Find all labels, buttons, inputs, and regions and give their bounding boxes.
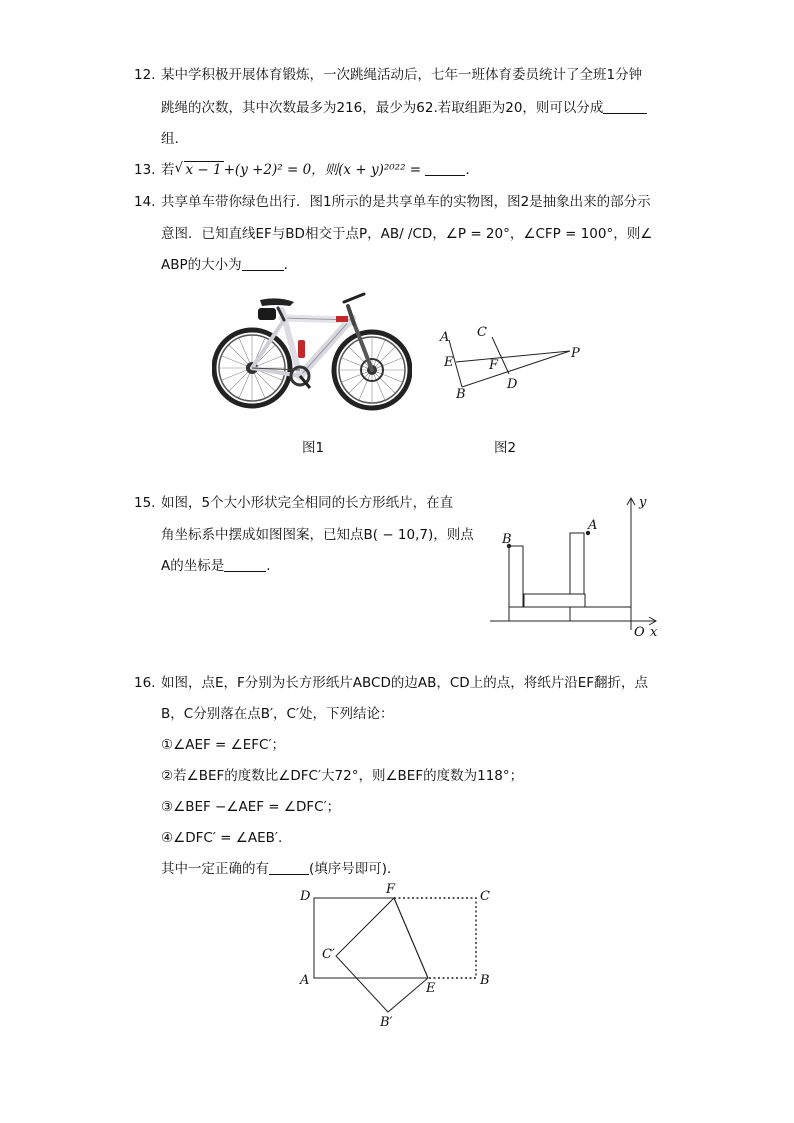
q13-prefix: 若 (161, 162, 175, 178)
q15-number: 15. (134, 495, 156, 511)
bicycle-picture (212, 280, 412, 415)
fig2-label-C: C (477, 325, 487, 340)
fig2-diagram (430, 320, 590, 405)
q16-last-line (161, 859, 401, 879)
q16-label-Bp: B′ (380, 1015, 393, 1030)
q12-line2 (161, 98, 647, 118)
q16-line2: B，C分别落在点B′，C′处，下列结论： (161, 706, 394, 722)
fig2-label-D: D (507, 377, 518, 392)
q16-conclusion-4: ④∠DFC′ = ∠AEB′. (161, 830, 283, 846)
q12-line1: 某中学积极开展体育锻炼，一次跳绳活动后，七年一班体育委员统计了全班1分钟 (161, 67, 643, 83)
q14-answer-blank (242, 256, 284, 271)
rect-bottom-left (509, 607, 570, 621)
saddle-bag-icon (258, 308, 276, 320)
q16-label-Cp: C′ (322, 947, 335, 962)
bottle-icon (298, 340, 305, 358)
q15-line3 (161, 556, 271, 576)
q15-label-O: O (634, 625, 645, 640)
rect-bottom-right (570, 607, 631, 621)
fig2-label-A: A (440, 330, 450, 345)
q14-number: 14. (134, 194, 156, 210)
q16-number: 16. (134, 675, 156, 691)
q15-label-A: A (588, 518, 598, 533)
saddle-icon (260, 298, 294, 306)
fig2-label-B: B (456, 387, 466, 402)
q13-suffix: . (465, 162, 470, 178)
q15-label-y: y (639, 495, 647, 510)
fig1-caption: 图1 (302, 440, 325, 456)
q12-number: 12. (134, 67, 156, 83)
q16-last-suffix: (填序号即可)． (309, 861, 401, 877)
q13-line (161, 160, 470, 180)
q13-mid: +(y +2)² = 0，则(x + y)²⁰²² = (223, 162, 422, 178)
q16-line1: 如图，点E，F分别为长方形纸片ABCD的边AB，CD上的点，将纸片沿EF翻折，点 (161, 675, 648, 691)
q16-label-C: C (480, 889, 490, 904)
q16-conclusion-1: ①∠AEF = ∠EFC′； (161, 737, 286, 753)
fig2-caption: 图2 (494, 440, 517, 456)
q14-line3-text: ABP的大小为 (161, 257, 242, 273)
q13-number: 13. (134, 162, 156, 178)
dashed-original-FCBE (394, 898, 476, 978)
rect-right-vertical (570, 533, 584, 594)
q16-diagram (290, 880, 510, 1030)
q15-diagram (488, 490, 668, 640)
q16-label-E: E (426, 981, 436, 996)
frame-red-decal (336, 316, 348, 322)
q12-line3: 组. (161, 131, 179, 147)
q13-answer-blank (425, 161, 465, 176)
q16-last-prefix: 其中一定正确的有 (161, 861, 269, 877)
fold-line-EF (394, 898, 428, 978)
q16-label-D: D (300, 889, 311, 904)
q16-label-B: B (480, 973, 490, 988)
rect-middle (524, 594, 585, 607)
q14-line3-suffix: . (283, 257, 288, 273)
q15-line2: 角坐标系中摆成如图图案，已知点B( − 10,7)，则点 (161, 527, 474, 543)
q15-answer-blank (224, 557, 266, 572)
q12-answer-blank (603, 99, 647, 114)
q13-sqrt (175, 160, 224, 180)
rect-left-vertical (509, 546, 523, 607)
folded-FCpBpE (336, 898, 428, 1012)
q12-line2-text: 跳绳的次数，其中次数最多为216，最少为62.若取组距为20，则可以分成 (161, 100, 604, 116)
fig2-label-E: E (444, 355, 454, 370)
q15-line3-text: A的坐标是 (161, 558, 225, 574)
q16-conclusion-2: ②若∠BEF的度数比∠DFC′大72°，则∠BEF的度数为118°； (161, 768, 524, 784)
q16-label-A: A (300, 973, 310, 988)
q14-line3 (161, 255, 288, 275)
q16-label-F: F (386, 882, 396, 897)
q16-answer-blank (269, 860, 309, 875)
fig2-label-P: P (571, 346, 580, 361)
q14-line1: 共享单车带你绿色出行．图1所示的是共享单车的实物图，图2是抽象出来的部分示 (161, 194, 651, 210)
q15-line3-suffix: . (266, 558, 271, 574)
q15-label-B: B (502, 532, 512, 547)
q16-conclusion-3: ③∠BEF −∠AEF = ∠DFC′； (161, 799, 341, 815)
fig2-label-F: F (489, 358, 499, 373)
sqrt-symbol-icon: √ (174, 160, 184, 176)
q14-line2: 意图．已知直线EF与BD相交于点P，AB/ /CD，∠P = 20°，∠CFP = 100°，则∠ (161, 226, 653, 242)
q15-label-x: x (650, 625, 658, 640)
q13-sqrt-content: x − 1 (185, 162, 222, 178)
q15-line1: 如图，5个大小形状完全相同的长方形纸片，在直 (161, 495, 454, 511)
